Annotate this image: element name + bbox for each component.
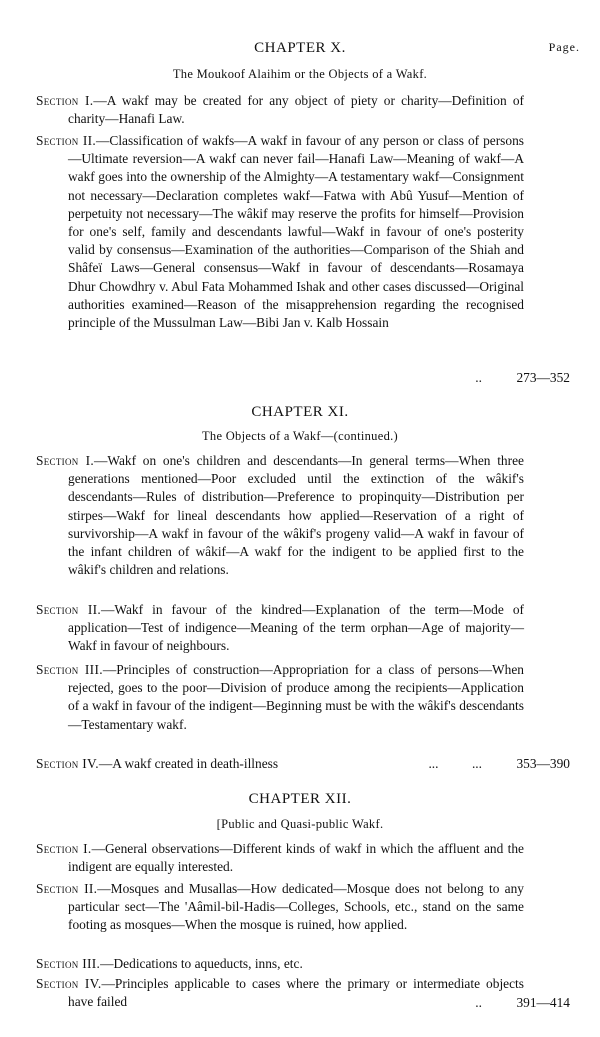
section-label: Section II. xyxy=(36,602,102,617)
chapter-title: CHAPTER XII. xyxy=(248,791,352,807)
section-text: —Dedications to aqueducts, inns, etc. xyxy=(100,956,303,971)
section-label: Section II. xyxy=(36,881,98,896)
section-text: —Principles applicable to cases where the primary or intermediate objects have failed xyxy=(68,976,524,1010)
chapter-subtitle: The Objects of a Wakf—(continued.) xyxy=(201,429,399,443)
section-entry xyxy=(36,92,524,128)
section-text: —Mosques and Musallas—How dedicated—Mosque does not belong to any particular sect—The 'Aâmil-bil-Hadis—Colleges, Schools, etc., stand on the same footing as mosques—When the mosque is ruined, how applied. xyxy=(68,881,524,933)
page-column-label: Page. xyxy=(548,40,580,54)
section-label: Section I. xyxy=(36,93,94,108)
section-label: Section IV. xyxy=(36,976,102,991)
section-entry xyxy=(36,452,524,579)
leader-dots: .. xyxy=(475,995,482,1010)
page-range: 273—352 xyxy=(516,370,570,385)
section-label: Section I. xyxy=(36,453,94,468)
page-range: 353—390 xyxy=(516,756,570,771)
section-entry xyxy=(36,661,524,734)
chapter-subtitle: [Public and Quasi-public Wakf. xyxy=(216,817,384,831)
section-entry xyxy=(36,755,368,773)
section-entry xyxy=(36,601,524,656)
section-entry xyxy=(36,840,524,876)
page-range: 391—414 xyxy=(516,995,570,1010)
section-entry xyxy=(36,975,524,1011)
leader-dots: ... ... xyxy=(428,756,482,771)
section-text: —Principles of construction—Appropriation for a class of persons—When rejected, goes to the poor—Division of produce among the recipients—Application of a wakf in favour of the indigent—Beginning must be with the wâkif's descendants—Testamentary wakf. xyxy=(68,662,524,732)
chapter-title: CHAPTER X. xyxy=(254,40,346,56)
leader-dots: .. xyxy=(475,370,482,385)
section-text: —A wakf created in death-illness xyxy=(98,756,279,771)
section-text: —A wakf may be created for any object of piety or charity—Definition of charity—Hanafi Law. xyxy=(68,93,524,127)
section-entry xyxy=(36,955,524,973)
section-text: —Wakf in favour of the kindred—Explanation of the term—Mode of application—Test of indigence—Meaning of the term orphan—Age of majority—Wakf in favour of neighbours. xyxy=(68,602,524,654)
section-label: Section III. xyxy=(36,956,101,971)
section-entry xyxy=(36,880,524,935)
section-label: Section III. xyxy=(36,662,103,677)
section-entry xyxy=(36,132,524,332)
chapter-subtitle: The Moukoof Alaihim or the Objects of a Wakf. xyxy=(172,67,428,81)
section-text: —Classification of wakfs—A wakf in favour of any person or class of persons—Ultimate reversion—A wakf can never fail—Hanafi Law—Meaning of wakf—A wakf goes into the ownership of the Almighty—A testamentary wakf—Consignment not necessary—Declaration completes wakf—Fatwa with Abû Yusuf—Mention of perpetuity not necessary—The wâkif may reserve the profits for himself—Provision for one's self, family and descendants lawful—Wakf in favour of one's posterity valid by consensus—Examination of the authorities—Comparison of the Shiah and Shâfeï Laws—General consensus—Wakf in favour of descendants—Rosamaya Dhur Chowdhry v. Abul Fata Mohammed Ishak and other cases discussed—Original authorities examined—Reason of the misapprehension regarding the recognised principle of the Mussulman Law—Bibi Jan v. Kalb Hossain xyxy=(68,133,524,331)
chapter-title: CHAPTER XI. xyxy=(251,404,349,420)
section-text: —General observations—Different kinds of wakf in which the affluent and the indigent are equally interested. xyxy=(68,841,524,875)
section-label: Section I. xyxy=(36,841,92,856)
section-label: Section IV. xyxy=(36,756,99,771)
section-text: —Wakf on one's children and descendants—In general terms—When three generations mentioned—Poor excluded until the extinction of the wâkif's descendants—Rules of distribution—Preference to propinquity—Distribution per stirpes—Wakf for lineal descendants how applied—Reservation of a right of survivorship—A wakf in favour of the wâkif's progeny valid—A wakf in favour of the infant children of wâkif—A wakf for the indigent to be applied first to the wâkif's children and relations. xyxy=(68,453,524,578)
section-label: Section II. xyxy=(36,133,97,148)
